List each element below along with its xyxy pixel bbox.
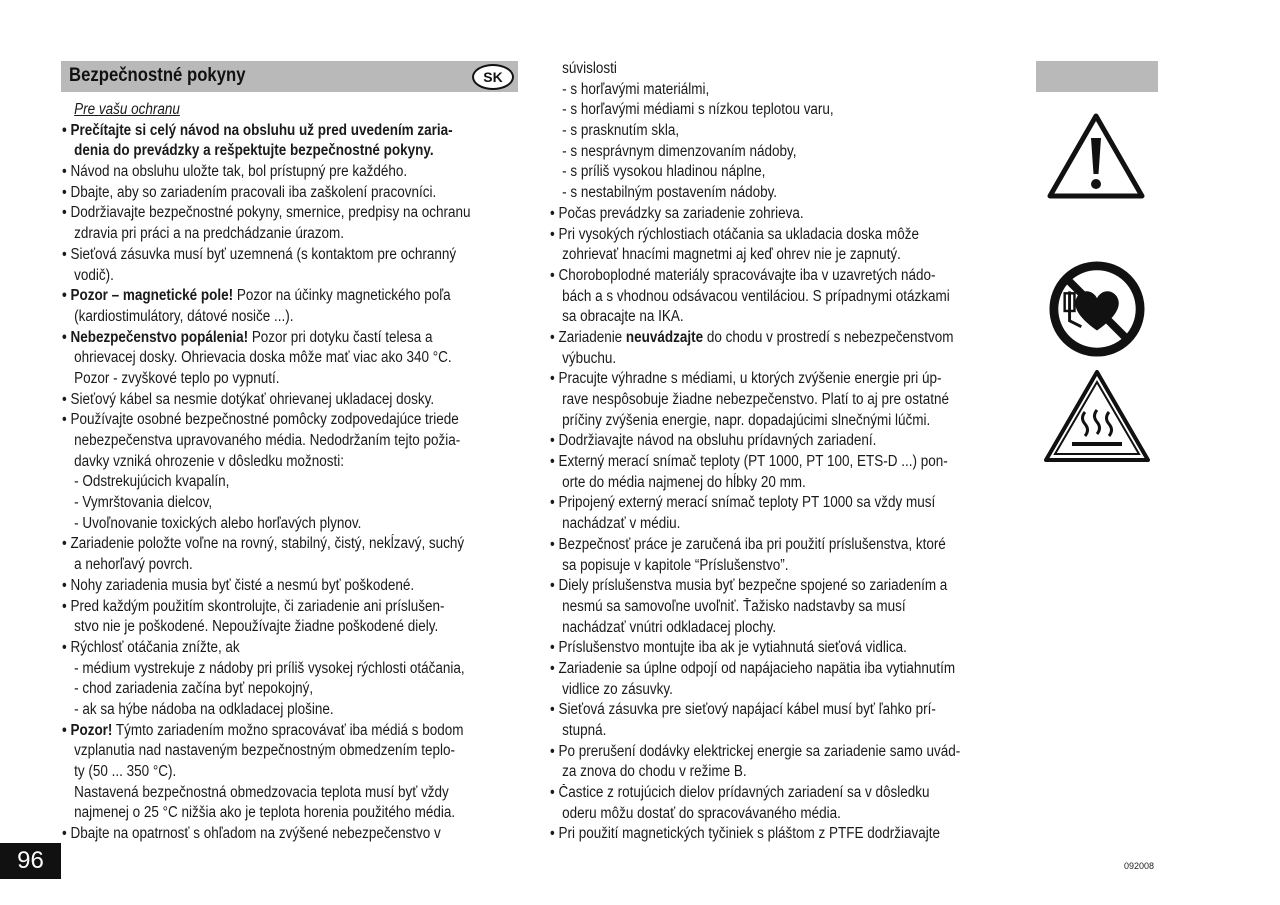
text-line (62, 348, 459, 369)
line-text: nachádzať vnútri odkladacej plochy. (562, 618, 777, 636)
text-line (550, 576, 946, 597)
text-line (62, 659, 465, 680)
text-line (62, 741, 459, 762)
line-text: vzplanutia nad nastaveným bezpečnostným obmedzením teplo- (74, 742, 455, 760)
text-line (550, 266, 946, 287)
line-text: - Odstrekujúcich kvapalín, (74, 473, 230, 491)
section-title: Bezpečnostné pokyny (69, 65, 246, 86)
line-text: • Dbajte na opatrnosť s ohľadom na zvýšené nebezpečenstvo v (62, 825, 441, 843)
line-text: • Sieťový kábel sa nesmie dotýkať ohrievanej ukladacej dosky. (62, 390, 435, 408)
no-pacemaker-icon (1048, 260, 1146, 358)
text-line (550, 514, 946, 535)
line-text: Pozor pri dotyku častí telesa a (248, 328, 433, 346)
line-text: oderu môžu dostať do spracovávaného média. (562, 804, 841, 822)
line-text: stupná. (562, 722, 607, 739)
line-text: - chod zariadenia začína byť nepokojný, (74, 680, 314, 698)
line-text: • Pripojený externý merací snímač teploty PT 1000 sa vždy musí (550, 494, 936, 512)
bold-phrase: • Pozor – magnetické pole! (62, 287, 234, 305)
hot-surface-icon (1042, 368, 1152, 466)
line-text: • Diely príslušenstva musia byť bezpečne spojené so zariadením a (550, 577, 948, 595)
text-line (550, 349, 946, 370)
line-text: • Sieťová zásuvka musí byť uzemnená (s kontaktom pre ochranný (62, 245, 457, 263)
text-line (550, 142, 946, 163)
line-text: denia do prevádzky a rešpektujte bezpečnostné pokyny. (74, 142, 434, 160)
right-text-lines (550, 59, 1005, 845)
text-line (550, 80, 946, 101)
line-text: vidlice zo zásuvky. (562, 680, 673, 698)
text-line (550, 804, 946, 825)
text-line (550, 411, 946, 432)
line-text: orte do média najmenej do hĺbky 20 mm. (562, 473, 806, 491)
text-line (550, 659, 956, 680)
line-text: • Po prerušení dodávky elektrickej energie sa zariadenie samo uvád- (550, 742, 961, 760)
text-line (550, 452, 946, 473)
text-line (62, 597, 459, 618)
text-line (62, 431, 459, 452)
line-text: - Vymrštovania dielcov, (74, 494, 213, 512)
text-line (62, 183, 459, 204)
line-text: • Zariadenie sa úplne odpojí od napájacieho napätia iba vytiahnutím (550, 659, 956, 677)
line-text: Pozor - zvyškové teplo po vypnutí. (74, 369, 280, 387)
line-text: • Dodržiavajte návod na obsluhu prídavných zariadení. (550, 432, 877, 450)
text-line (550, 597, 946, 618)
line-text: - ak sa hýbe nádoba na odkladacej plošine. (74, 700, 334, 718)
line-text: • Nohy zariadenia musia byť čisté a nesmú byť poškodené. (62, 576, 415, 594)
line-text: • Návod na obsluhu uložte tak, bol prístupný pre každého. (62, 163, 408, 181)
line-text: Nastavená bezpečnostná obmedzovacia teplota musí byť vždy (74, 783, 449, 801)
text-line (550, 824, 946, 845)
text-line (550, 473, 946, 494)
text-line (62, 390, 459, 411)
text-line (62, 472, 459, 493)
line-prefix: • Zariadenie (550, 328, 626, 346)
line-text: stvo nie je poškodené. Nepoužívajte žiadne poškodené diely. (74, 618, 439, 636)
line-text: najmenej o 25 °C nižšia ako je teplota horenia použitého média. (74, 804, 456, 822)
text-line (550, 121, 946, 142)
text-line (62, 700, 459, 721)
line-text: zohrievať hnacími magnetmi aj keď ohrev nie je zapnutý. (562, 246, 901, 264)
bold-phrase: • Nebezpečenstvo popálenia! (62, 328, 249, 346)
line-text: • Externý merací snímač teploty (PT 1000, PT 100, ETS-D ...) pon- (550, 453, 948, 471)
text-line (62, 721, 464, 742)
text-line (62, 514, 459, 535)
text-line (550, 762, 946, 783)
section-heading: Pre vašu ochranu (74, 101, 180, 118)
line-text: - s príliš vysokou hladinou náplne, (562, 163, 766, 181)
line-text: • Zariadenie položte voľne na rovný, stabilný, čistý, nekĺzavý, suchý (62, 535, 465, 553)
text-line (62, 286, 459, 307)
bold-phrase: • Pozor! (62, 721, 113, 739)
line-text: (kardiostimulátory, dátové nosiče ...). (74, 307, 294, 325)
line-text: sa obracajte na IKA. (562, 308, 684, 326)
text-line (550, 618, 946, 639)
text-line (62, 803, 459, 824)
text-line (62, 369, 459, 390)
text-line (62, 493, 459, 514)
line-text: ty (50 ... 350 °C). (74, 763, 177, 780)
text-line (62, 617, 459, 638)
line-text: - médium vystrekuje z nádoby pri príliš vysokej rýchlosti otáčania, (74, 659, 465, 677)
line-text: zdravia pri práci a na predchádzanie úrazom. (74, 225, 345, 243)
text-line (550, 535, 946, 556)
text-line (550, 721, 946, 742)
left-column (62, 100, 518, 845)
line-text: sa popisuje v kapitole “Príslušenstvo”. (562, 556, 789, 574)
text-line (550, 556, 946, 577)
line-text: - s nesprávnym dimenzovaním nádoby, (562, 142, 797, 160)
text-line (550, 783, 946, 804)
text-line (62, 245, 459, 266)
line-text: • Choroboplodné materiály spracovávajte iba v uzavretých nádo- (550, 266, 936, 284)
text-line (62, 783, 459, 804)
line-text: • Sieťová zásuvka pre sieťový napájací kábel musí byť ľahko prí- (550, 701, 936, 719)
line-text: príčiny zvýšenia energie, napr. dopadajúcimi slnečnými lúčmi. (562, 411, 931, 429)
line-text: - s horľavými materiálmi, (562, 80, 710, 98)
line-text: • Príslušenstvo montujte iba ak je vytiahnutá sieťová vidlica. (550, 639, 907, 657)
text-line (550, 390, 950, 411)
text-line (62, 328, 459, 349)
text-line (62, 638, 459, 659)
line-text: do chodu v prostredí s nebezpečenstvom (703, 328, 954, 346)
document-code: 092008 (1124, 861, 1155, 871)
line-text: Pozor na účinky magnetického poľa (233, 287, 451, 305)
text-line (550, 680, 946, 701)
text-line (550, 431, 946, 452)
line-text: • Dbajte, aby so zariadením pracovali iba zaškolení pracovníci. (62, 183, 437, 201)
line-text: vodič). (74, 266, 114, 284)
line-text: • Počas prevádzky sa zariadenie zohrieva. (550, 204, 804, 222)
text-line (550, 369, 946, 390)
text-line (62, 576, 459, 597)
text-line (550, 225, 946, 246)
text-line (550, 638, 946, 659)
text-line (62, 762, 459, 783)
text-line (550, 245, 946, 266)
text-line (62, 141, 459, 162)
line-text: nebezpečenstva upravovaného média. Nedodržaním tejto požia- (74, 432, 461, 449)
line-text: - s prasknutím skla, (562, 122, 680, 140)
line-text: súvislosti (562, 60, 617, 77)
line-text: za znova do chodu v režime B. (562, 763, 747, 781)
warning-triangle-icon (1046, 112, 1146, 202)
line-text: • Pracujte výhradne s médiami, u ktorých zvýšenie energie pri úp- (550, 370, 942, 388)
line-text: nesmú sa samovoľne uvoľniť. Ťažisko nadstavby sa musí (562, 597, 906, 615)
text-line (550, 59, 946, 80)
right-header-bar (1036, 61, 1158, 92)
text-line (62, 203, 471, 224)
text-line (550, 307, 946, 328)
text-line (550, 100, 946, 121)
line-text: a nehorľavý povrch. (74, 556, 193, 574)
text-line (550, 700, 946, 721)
text-line (550, 204, 946, 225)
text-line (62, 121, 459, 142)
line-text: - s horľavými médiami s nízkou teplotou varu, (562, 101, 834, 119)
text-line (550, 183, 946, 204)
line-text: • Rýchlosť otáčania znížte, ak (62, 638, 240, 656)
bold-phrase: neuvádzajte (625, 328, 704, 346)
text-line (62, 266, 459, 287)
line-text: bách a s vhodnou odsávacou ventiláciou. S prípadnymi otázkami (562, 287, 950, 305)
line-text: • Používajte osobné bezpečnostné pomôcky zodpovedajúce triede (62, 411, 459, 429)
line-text: • Bezpečnosť práce je zaručená iba pri použití príslušenstva, ktoré (550, 535, 946, 553)
language-badge: SK (472, 64, 514, 90)
line-text: ohrievacej dosky. Ohrievacia doska môže mať viac ako 340 °C. (74, 349, 452, 367)
line-text: davky vzniká ohrozenie v dôsledku možnosti: (74, 452, 345, 470)
text-line (550, 742, 961, 763)
text-line (550, 287, 950, 308)
text-line (62, 555, 459, 576)
text-line (550, 493, 946, 514)
text-line (550, 162, 946, 183)
text-line (62, 452, 459, 473)
line-text: • Pri vysokých rýchlostiach otáčania sa ukladacia doska môže (550, 225, 919, 243)
line-text: rave nespôsobuje žiadne nebezpečenstvo. Platí to aj pre ostatné (562, 391, 950, 408)
line-text: • Pred každým použitím skontrolujte, či zariadenie ani príslušen- (62, 597, 445, 615)
text-line (62, 224, 459, 245)
text-line (62, 824, 459, 845)
section-header-bar (61, 61, 518, 92)
text-line (62, 534, 465, 555)
text-line (62, 679, 459, 700)
line-text: • Pri použití magnetických tyčiniek s pláštom z PTFE dodržiavajte (550, 825, 940, 843)
text-line (62, 410, 459, 431)
text-line (550, 328, 954, 349)
line-text: výbuchu. (562, 349, 617, 367)
line-text: • Častice z rotujúcich dielov prídavných zariadení sa v dôsledku (550, 784, 930, 802)
left-text-lines (62, 121, 518, 845)
line-text: • Dodržiavajte bezpečnostné pokyny, smernice, predpisy na ochranu (62, 204, 471, 222)
line-text: nachádzať v médiu. (562, 515, 681, 533)
right-column (550, 59, 1005, 845)
line-text: Týmto zariadením možno spracovávať iba médiá s bodom (112, 721, 464, 739)
page-number: 96 (0, 843, 61, 879)
text-line (62, 307, 459, 328)
line-text: - s nestabilným postavením nádoby. (562, 184, 778, 202)
text-line (62, 162, 459, 183)
line-text: - Uvoľnovanie toxických alebo horľavých plynov. (74, 514, 362, 532)
line-text: • Prečítajte si celý návod na obsluhu už pred uvedením zaria- (62, 121, 453, 139)
